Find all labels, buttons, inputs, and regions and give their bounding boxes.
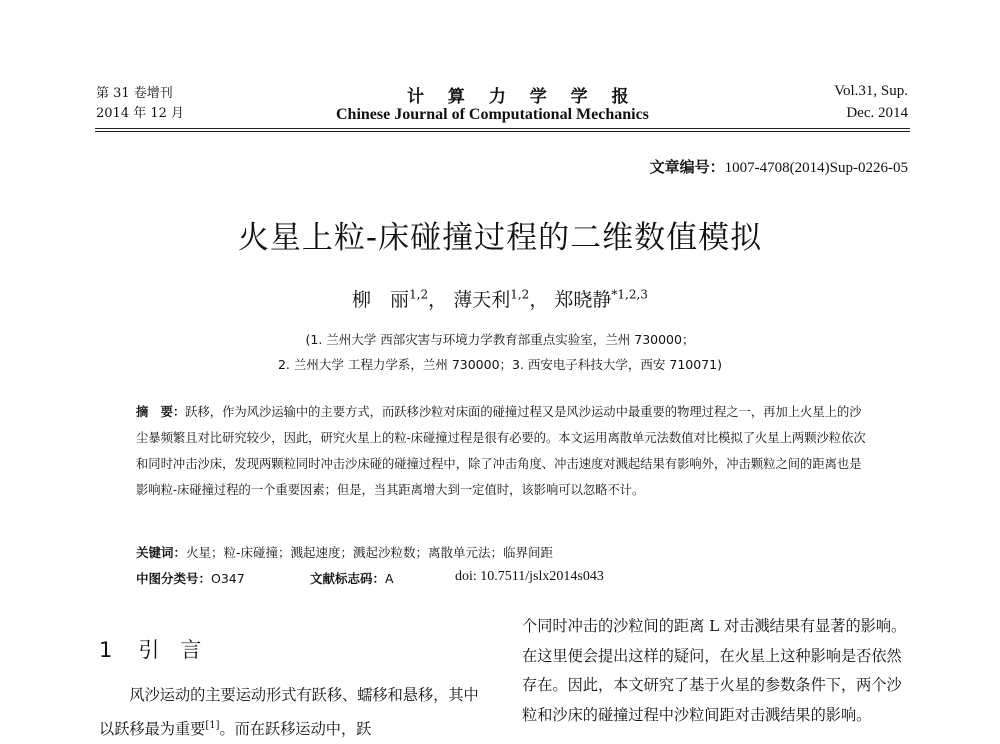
author-affil-sup: 1,2 — [409, 287, 429, 302]
abstract — [136, 399, 872, 503]
doc-code-value: A — [385, 571, 394, 586]
header-rule-top — [95, 128, 910, 129]
clc-value: O347 — [211, 571, 245, 586]
keywords-text: 火星；粒-床碰撞；溅起速度；溅起沙粒数；离散单元法；临界间距 — [186, 545, 554, 560]
keywords — [136, 543, 553, 561]
article-number — [650, 156, 908, 177]
journal-title-en: Chinese Journal of Computational Mechanics — [336, 106, 649, 123]
abstract-text: 跃移，作为风沙运输中的主要方式，而跃移沙粒对床面的碰撞过程又是风沙运动中最重要的物理过程之一，再加上火星上的沙尘暴频繁且对比研究较少，因此，研究火星上的粒-床碰撞过程是很有必要的。本文运用离散单元法数值对比模拟了火星上两颗沙粒依次和同时冲击沙床，发现两颗粒同时冲击沙床碰的碰撞过程中，除了冲击角度、冲击速度对溅起结果有影响外，冲击颗粒之间的距离也是影响粒-床碰撞过程的一个重要因素；但是，当其距离增大到一定值时，该影响可以忽略不计。 — [136, 405, 866, 497]
keywords-label: 关键词： — [136, 545, 187, 560]
paper-title: 火星上粒-床碰撞过程的二维数值模拟 — [237, 220, 763, 256]
abstract-label: 摘 要： — [136, 405, 186, 419]
date-en: Dec. 2014 — [846, 105, 908, 121]
article-number-value: 1007-4708(2014)Sup-0226-05 — [724, 160, 908, 176]
left-column-paragraph: 风沙运动的主要运动形式有跃移、蠕移和悬移，其中以跃移最为重要 — [99, 686, 479, 738]
author-name: 柳 丽 — [352, 289, 410, 311]
doi — [455, 569, 604, 585]
section-number: 1 — [99, 638, 113, 662]
document-code — [310, 569, 394, 587]
author-affil-sup: 1,2 — [510, 287, 530, 302]
author-name: 薄天利 — [453, 289, 511, 311]
affiliation-line: 2. 兰州大学 工程力学系，兰州 730000；3. 西安电子科技大学，西安 710071) — [277, 357, 723, 372]
author-name: 郑晓静 — [554, 289, 612, 311]
right-column-text: 个同时冲击的沙粒间的距离 L 对击溅结果有显著的影响。在这里便会提出这样的疑问，在火星上这种影响是否依然存在。因此，本文研究了基于火星的参数条件下，两个沙粒和沙床的碰撞过程中沙粒间距对击溅结果的影响。 — [522, 617, 907, 724]
article-number-label: 文章编号： — [649, 158, 725, 176]
header-rule-bottom — [95, 131, 910, 132]
author-list — [0, 285, 1000, 312]
clc-label: 中图分类号： — [136, 571, 212, 586]
section-heading — [99, 634, 201, 664]
author-separator: ， — [428, 289, 448, 311]
doc-code-label: 文献标志码： — [310, 571, 386, 586]
left-column-text — [99, 681, 491, 744]
citation-ref: [1] — [205, 719, 220, 731]
affiliation-line: (1. 兰州大学 西部灾害与环境力学教育部重点实验室，兰州 730000； — [305, 332, 695, 347]
volume-en: Vol.31, Sup. — [834, 83, 908, 99]
clc-number — [136, 569, 245, 587]
date-cn: 2014 年 12 月 — [96, 106, 185, 121]
author-separator: ， — [529, 289, 549, 311]
journal-title-cn: 计 算 力 学 学 报 — [407, 87, 638, 107]
doi-value: 10.7511/jslx2014s043 — [480, 569, 604, 584]
doi-label: doi: — [455, 569, 477, 584]
section-title: 引 言 — [138, 638, 202, 662]
author-affil-sup: *1,2,3 — [611, 287, 648, 302]
left-column-paragraph-tail: 。而在跃移运动中，跃 — [219, 719, 372, 738]
volume-cn: 第 31 卷增刊 — [96, 86, 173, 101]
